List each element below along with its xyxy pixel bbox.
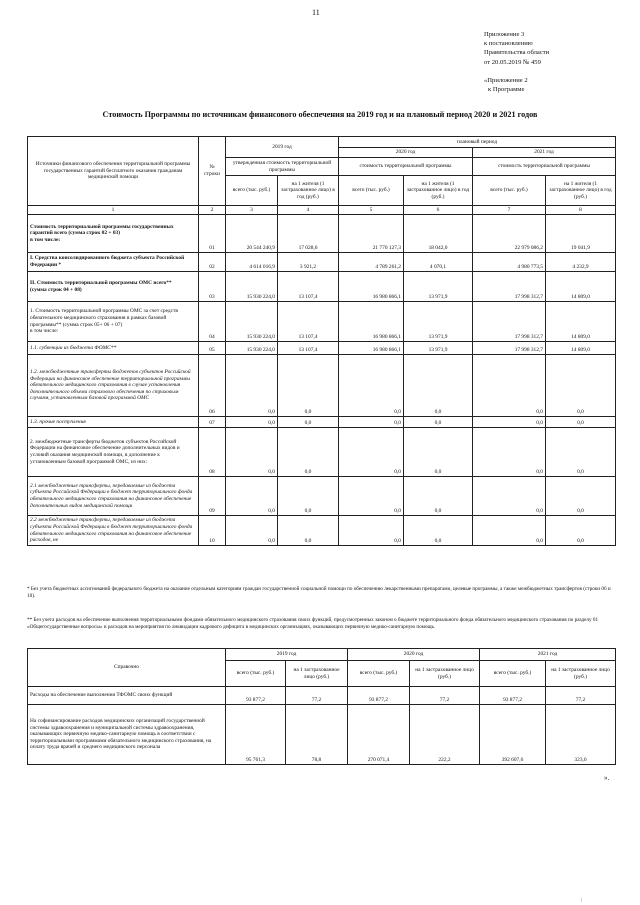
header-row bbox=[28, 137, 616, 148]
row-label bbox=[28, 253, 199, 272]
header-total: всего (тыс. руб.) bbox=[480, 661, 546, 687]
column-number: 7 bbox=[473, 206, 546, 215]
reference-table bbox=[27, 648, 616, 765]
header-per-person: на 1 жителя (1 застрахованное лицо) в год (руб.) bbox=[404, 176, 473, 206]
row-label-text: 1.2. межбюджетные трансферты бюджетов субъектов Российской Федерации на финансовое обеспечение территориальной программы обязательного медицинского страхования в случае установления дополнительного объема страхового обеспечения по страховым случаям, установленным базовой программой ОМС bbox=[30, 369, 191, 402]
header-approved-cost: утвержденная стоимость территориальной программы bbox=[226, 158, 339, 176]
value-cell: 95 761,3 bbox=[226, 705, 286, 765]
value-cell: 78,8 bbox=[286, 705, 348, 765]
row-number: 08 bbox=[199, 428, 226, 477]
value-cell: 16 980 866,1 bbox=[339, 342, 404, 355]
value-cell: 0,0 bbox=[339, 477, 404, 516]
value-cell: 14 809,0 bbox=[546, 302, 616, 342]
value-cell: 0,0 bbox=[473, 417, 546, 428]
value-cell: 77,2 bbox=[546, 687, 616, 705]
header-row-no: № строки bbox=[199, 137, 226, 206]
row-label: Расходы на обеспечение выполнения ТФОМС своих функций bbox=[28, 687, 226, 705]
value-cell: 77,2 bbox=[410, 687, 480, 705]
footnote-1: * Без учета бюджетных ассигнований федерального бюджета на оказание отдельным категориям граждан государственной социальной помощи по обеспечению лекарственными препаратами, целевые программы, а также межбюджетных трансфертов (строки 06 и 10). bbox=[27, 586, 611, 599]
column-number: 2 bbox=[199, 206, 226, 215]
table-row bbox=[28, 516, 616, 546]
value-cell: 0,0 bbox=[404, 477, 473, 516]
header-2021: 2021 год bbox=[480, 649, 616, 661]
value-cell: 77,2 bbox=[286, 687, 348, 705]
header-2019: 2019 год bbox=[226, 649, 348, 661]
value-cell: 18 042,0 bbox=[404, 215, 473, 253]
table-row bbox=[28, 272, 616, 302]
value-cell: 13 971,9 bbox=[404, 342, 473, 355]
table-row bbox=[28, 355, 616, 417]
row-label bbox=[28, 302, 199, 342]
value-cell: 13 107,4 bbox=[278, 272, 339, 302]
row-label bbox=[28, 272, 199, 302]
value-cell: 0,0 bbox=[404, 417, 473, 428]
value-cell: 17 998 312,7 bbox=[473, 272, 546, 302]
value-cell: 0,0 bbox=[278, 355, 339, 417]
appendix-line: к Программе bbox=[488, 86, 525, 94]
row-number: 05 bbox=[199, 342, 226, 355]
row-label-text: 2.1 межбюджетные трансферты, передаваемые из бюджета субъекта Российской Федерации в бюджет территориального фонда обязательного медицинского страхования на финансовое обеспечение дополнительных видов медицинской помощи bbox=[30, 482, 193, 509]
value-cell: 0,0 bbox=[473, 477, 546, 516]
row-label bbox=[28, 215, 199, 253]
value-cell: 0,0 bbox=[226, 355, 278, 417]
header-2020: 2020 год bbox=[348, 649, 480, 661]
value-cell: 4 232,9 bbox=[546, 253, 616, 272]
footnote-2: ** Без учета расходов на обеспечение выполнения территориальными фондами обязательного медицинского страхования своих функций, предусмотренных законом о бюджете территориального фонда обязательного медицинского страхования по разделу 01 «Общегосударственные вопросы» и расходов на мероприятия по ликвидации кадрового дефицита в медицинских организациях, оказывающих первичную медико-санитарную помощь. bbox=[27, 617, 599, 630]
value-cell: 19 041,9 bbox=[546, 215, 616, 253]
column-number: 6 bbox=[404, 206, 473, 215]
value-cell: 0,0 bbox=[546, 417, 616, 428]
row-label-text: 1. Стоимость территориальной программы ОМС за счет средств обязательного медицинского страхования в рамках базовой программы** (сумма строк 05+ 06 + 07) bbox=[30, 308, 178, 328]
reference-body bbox=[28, 687, 616, 765]
appendix-header bbox=[484, 30, 549, 94]
row-number: 02 bbox=[199, 253, 226, 272]
row-label bbox=[28, 477, 199, 516]
header-total: всего (тыс. руб.) bbox=[226, 176, 278, 206]
value-cell: 0,0 bbox=[546, 428, 616, 477]
table-row bbox=[28, 687, 616, 705]
value-cell: 15 930 224,0 bbox=[226, 272, 278, 302]
value-cell: 17 998 312,7 bbox=[473, 342, 546, 355]
header-cost-2020: стоимость территориальной программы bbox=[339, 158, 473, 176]
value-cell: 20 544 240,9 bbox=[226, 215, 278, 253]
value-cell: 392 607,6 bbox=[480, 705, 546, 765]
row-label bbox=[28, 428, 199, 477]
value-cell: 13 107,4 bbox=[278, 342, 339, 355]
table-row bbox=[28, 215, 616, 253]
value-cell: 13 971,9 bbox=[404, 272, 473, 302]
row-number: 03 bbox=[199, 272, 226, 302]
value-cell: 4 070,1 bbox=[404, 253, 473, 272]
value-cell: 0,0 bbox=[226, 428, 278, 477]
row-label-text: Стоимость территориальной программы государственных гарантий всего (сумма строк 02 + 03) bbox=[30, 223, 174, 237]
row-label-text: 1.3. прочие поступления bbox=[30, 418, 86, 425]
row-label: На софинансирование расходов медицинских организаций государственной системы здравоохранения и муниципальной системы здравоохранения, оказывающих первичную медико-санитарную помощь в соответствии с территориальными программами обязательного медицинского страхования, на оплату труда врачей и среднего медицинского персонала bbox=[28, 705, 226, 765]
value-cell: 14 809,0 bbox=[546, 342, 616, 355]
row-label-text: 2. межбюджетные трансферты бюджетов субъектов Российской Федерации на финансовое обеспечение дополнительных видов и условий оказания медицинской помощи, в дополнение к установленным базовой программой ОМС, из них: bbox=[30, 438, 180, 465]
header-per-person: на 1 жителя (1 застрахованное лицо) в год (руб.) bbox=[546, 176, 616, 206]
value-cell: 14 809,0 bbox=[546, 272, 616, 302]
row-number: 07 bbox=[199, 417, 226, 428]
value-cell: 0,0 bbox=[546, 516, 616, 546]
value-cell: 13 971,9 bbox=[404, 302, 473, 342]
row-label-suffix: в том числе: bbox=[30, 328, 59, 335]
header-total: всего (тыс. руб.) bbox=[473, 176, 546, 206]
value-cell: 0,0 bbox=[339, 355, 404, 417]
row-label bbox=[28, 342, 199, 355]
value-cell: 16 980 866,1 bbox=[339, 272, 404, 302]
row-label-text: 2.2 межбюджетные трансферты, передаваемые из бюджета субъекта Российской Федерации в бюджет территориального фонда обязательного медицинского страхования на финансовое обеспечение расходов, не bbox=[30, 517, 193, 544]
value-cell: 0,0 bbox=[339, 428, 404, 477]
appendix-line: «Приложение 2 bbox=[484, 76, 528, 84]
appendix-line: Правительства области bbox=[484, 49, 550, 57]
value-cell: 0,0 bbox=[339, 516, 404, 546]
value-cell: 4 614 016,9 bbox=[226, 253, 278, 272]
value-cell: 17 998 312,7 bbox=[473, 302, 546, 342]
value-cell: 93 877,2 bbox=[226, 687, 286, 705]
row-number: 10 bbox=[199, 516, 226, 546]
value-cell: 0,0 bbox=[473, 428, 546, 477]
value-cell: 21 770 127,3 bbox=[339, 215, 404, 253]
row-label-suffix: (сумма строк 04 + 08) bbox=[30, 286, 82, 293]
header-per-person: на 1 застрахованное лицо (руб.) bbox=[286, 661, 348, 687]
column-number: 3 bbox=[226, 206, 278, 215]
column-number: 4 bbox=[278, 206, 339, 215]
column-number: 8 bbox=[546, 206, 616, 215]
value-cell: 0,0 bbox=[546, 355, 616, 417]
header-cost-2021: стоимость территориальной программы bbox=[473, 158, 616, 176]
value-cell: 0,0 bbox=[278, 428, 339, 477]
closing-mark: ». bbox=[604, 774, 610, 782]
header-total: всего (тыс. руб.) bbox=[339, 176, 404, 206]
program-cost-body bbox=[28, 215, 616, 546]
table-row bbox=[28, 253, 616, 272]
value-cell: 0,0 bbox=[546, 477, 616, 516]
appendix-line: от 20.05.2019 № 459 bbox=[484, 58, 541, 66]
row-number: 09 bbox=[199, 477, 226, 516]
value-cell: 0,0 bbox=[226, 477, 278, 516]
header-2020: 2020 год bbox=[339, 148, 473, 158]
value-cell: 222,2 bbox=[410, 705, 480, 765]
value-cell: 4 980 773,5 bbox=[473, 253, 546, 272]
appendix-spacer bbox=[484, 67, 549, 76]
table-row bbox=[28, 428, 616, 477]
value-cell: 0,0 bbox=[278, 477, 339, 516]
column-number: 5 bbox=[339, 206, 404, 215]
value-cell: 93 877,2 bbox=[480, 687, 546, 705]
value-cell: 16 980 866,1 bbox=[339, 302, 404, 342]
table-row bbox=[28, 417, 616, 428]
row-label-text: I. Средства консолидированного бюджета субъекта Российской Федерации * bbox=[30, 255, 185, 268]
value-cell: 17 028,6 bbox=[278, 215, 339, 253]
header-reference: Справочно bbox=[28, 649, 226, 687]
header-per-person: на 1 застрахованное лицо (руб.) bbox=[546, 661, 616, 687]
value-cell: 93 877,2 bbox=[348, 687, 410, 705]
value-cell: 270 071,4 bbox=[348, 705, 410, 765]
header-planned: плановый период bbox=[339, 137, 616, 148]
table-row bbox=[28, 302, 616, 342]
appendix-line: Приложение 3 bbox=[484, 31, 525, 38]
row-label bbox=[28, 516, 199, 546]
document-title: Стоимость Программы по источникам финансового обеспечения на 2019 год и на плановый период 2020 и 2021 годов bbox=[102, 110, 538, 119]
value-cell: 0,0 bbox=[473, 355, 546, 417]
row-label-suffix: в том числе: bbox=[30, 236, 61, 243]
value-cell: 0,0 bbox=[339, 417, 404, 428]
value-cell: 13 107,4 bbox=[278, 302, 339, 342]
header-total: всего (тыс. руб.) bbox=[348, 661, 410, 687]
value-cell: 15 930 224,0 bbox=[226, 342, 278, 355]
page-number: 11 bbox=[312, 8, 320, 17]
header-2021: 2021 год bbox=[473, 148, 616, 158]
row-label bbox=[28, 417, 199, 428]
row-number: 04 bbox=[199, 302, 226, 342]
value-cell: 3 921,2 bbox=[278, 253, 339, 272]
value-cell: 323,0 bbox=[546, 705, 616, 765]
column-number: 1 bbox=[28, 206, 199, 215]
row-number: 06 bbox=[199, 355, 226, 417]
value-cell: 0,0 bbox=[404, 428, 473, 477]
table-row bbox=[28, 342, 616, 355]
corner-mark: | bbox=[581, 898, 583, 903]
value-cell: 0,0 bbox=[473, 516, 546, 546]
row-label-text: 1.1. субвенции из бюджета ФОМС** bbox=[30, 344, 117, 351]
header-source: Источники финансового обеспечения территориальной программы государственных гарантий бесплатного оказания гражданам медицинской помощи bbox=[28, 137, 199, 206]
row-label bbox=[28, 355, 199, 417]
program-cost-table bbox=[27, 136, 616, 546]
value-cell: 4 789 261,2 bbox=[339, 253, 404, 272]
header-per-person: на 1 жителя (1 застрахованное лицо) в год (руб.) bbox=[278, 176, 339, 206]
value-cell: 0,0 bbox=[278, 417, 339, 428]
value-cell: 0,0 bbox=[226, 516, 278, 546]
value-cell: 15 930 224,0 bbox=[226, 302, 278, 342]
value-cell: 0,0 bbox=[278, 516, 339, 546]
value-cell: 22 979 086,2 bbox=[473, 215, 546, 253]
header-total: всего (тыс. руб.) bbox=[226, 661, 286, 687]
value-cell: 0,0 bbox=[226, 417, 278, 428]
table-row bbox=[28, 477, 616, 516]
appendix-line: к постановлению bbox=[484, 40, 533, 48]
table-row bbox=[28, 705, 616, 765]
row-number: 01 bbox=[199, 215, 226, 253]
header-2019: 2019 год bbox=[226, 137, 339, 158]
header-row bbox=[28, 649, 616, 661]
value-cell: 0,0 bbox=[404, 516, 473, 546]
row-label-text: II. Стоимость территориальной программы ОМС всего** bbox=[30, 279, 172, 286]
value-cell: 0,0 bbox=[404, 355, 473, 417]
header-per-person: на 1 застрахованное лицо (руб.) bbox=[410, 661, 480, 687]
column-number-row bbox=[28, 206, 616, 215]
